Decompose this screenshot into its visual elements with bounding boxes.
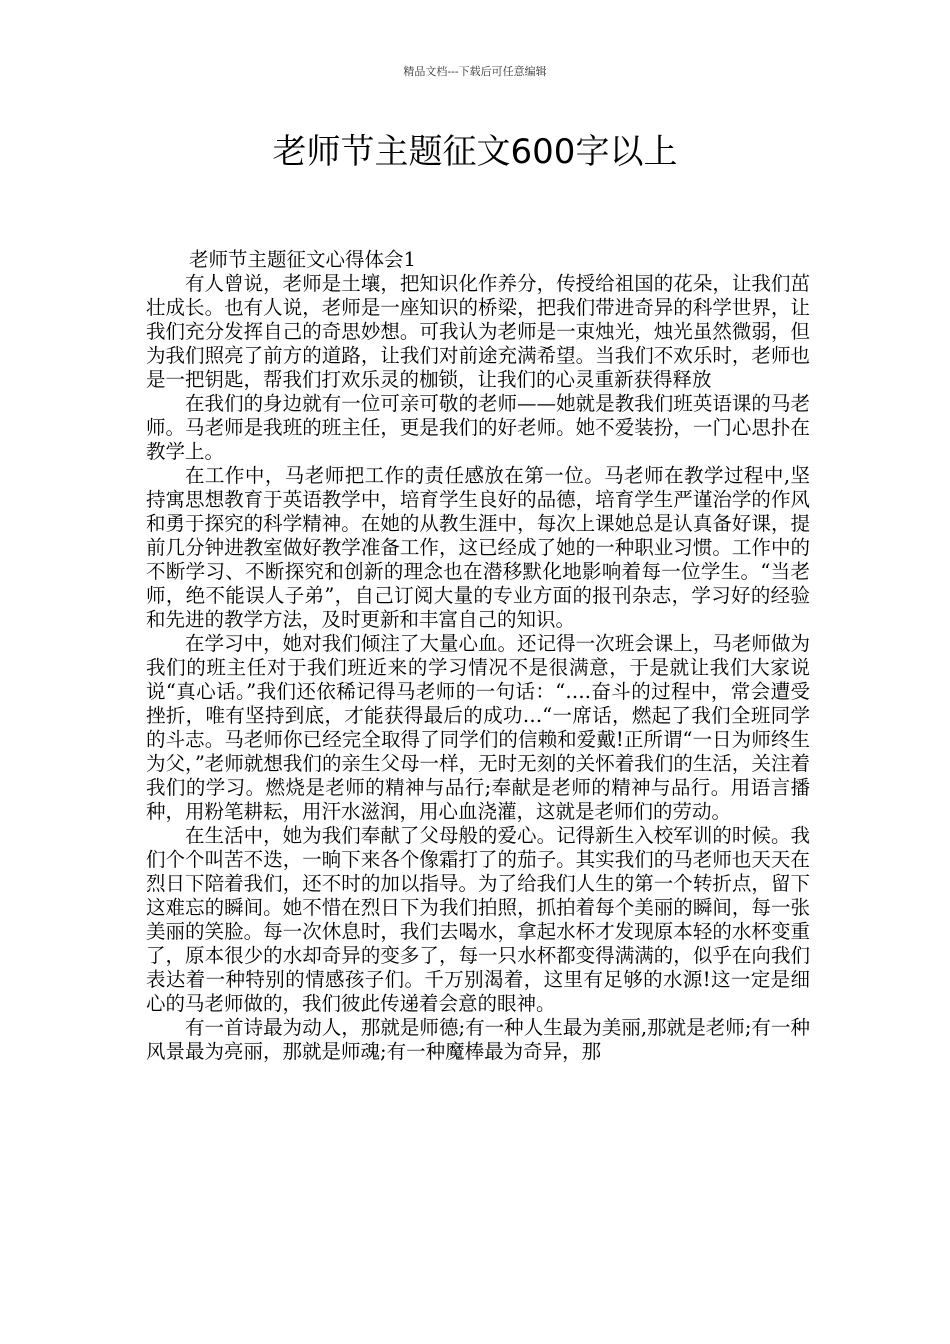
paragraph: 在学习中，她对我们倾注了大量心血。还记得一次班会课上，马老师做为我们的班主任对于我们班近来的学习情况不是很满意，于是就让我们大家说说“真心话。”我们还依稀记得马老师的一句话：“….奋斗的过程中，常会遭受挫折，唯有坚持到底，才能获得最后的成功…“一席话，燃起了我们全班同学的斗志。马老师你已经完全取得了同学们的信赖和爱戴!正所谓“一日为师终生为父，”老师就想我们的亲生父母一样，无时无刻的关怀着我们的生活，关注着我们的学习。燃烧是老师的精神与品行;奉献是老师的精神与品行。用语言播种，用粉笔耕耘，用汗水滋润，用心血浇灌，这就是老师们的劳动。 [146,632,810,823]
document-title: 老师节主题征文600字以上 [272,132,678,172]
paragraph: 在生活中，她为我们奉献了父母般的爱心。记得新生入校军训的时候。我们个个叫苦不迭，一晌下来各个像霜打了的茄子。其实我们的马老师也天天在烈日下陪着我们，还不时的加以指导。为了给我们人生的第一个转折点，留下这难忘的瞬间。她不惜在烈日下为我们拍照，抓拍着每个美丽的瞬间，每一张美丽的笑脸。每一次休息时，我们去喝水，拿起水杯才发现原本轻的水杯变重了，原本很少的水却奇异的变多了，每一只水杯都变得满满的，似乎在向我们表达着一种特别的情感孩子们。千万别渴着，这里有足够的水源!这一定是细心的马老师做的，我们彼此传递着会意的眼神。 [146,824,810,1015]
section-subtitle: 老师节主题征文心得体会1 [189,248,416,271]
paragraph: 有一首诗最为动人，那就是师德;有一种人生最为美丽,那就是老师;有一种风景最为亮丽，那就是师魂;有一种魔棒最为奇异，那 [146,1016,810,1063]
paragraph: 在工作中，马老师把工作的责任感放在第一位。马老师在教学过程中,坚持寓思想教育于英语教学中，培育学生良好的品德，培育学生严谨治学的作风和勇于探究的科学精神。在她的从教生涯中，每次上课她总是认真备好课，提前几分钟进教室做好教学准备工作，这已经成了她的一种职业习惯。工作中的不断学习、不断探究和创新的理念也在潜移默化地影响着每一位学生。“当老师，绝不能误人子弟”，自己订阅大量的专业方面的报刊杂志，学习好的经验和先进的教学方法，及时更新和丰富自己的知识。 [146,464,810,631]
header-note: 精品文档---下载后可任意编辑 [403,65,547,78]
paragraph: 在我们的身边就有一位可亲可敬的老师——她就是教我们班英语课的马老师。马老师是我班的班主任，更是我们的好老师。她不爱装扮，一门心思扑在教学上。 [146,392,810,463]
document-body [146,248,810,1064]
paragraph: 有人曾说，老师是土壤，把知识化作养分，传授给祖国的花朵，让我们茁壮成长。也有人说，老师是一座知识的桥梁，把我们带进奇异的科学世界，让我们充分发挥自己的奇思妙想。可我认为老师是一束烛光，烛光虽然微弱，但为我们照亮了前方的道路，让我们对前途充满希望。当我们不欢乐时，老师也是一把钥匙，帮我们打欢乐灵的枷锁，让我们的心灵重新获得释放 [146,272,810,391]
